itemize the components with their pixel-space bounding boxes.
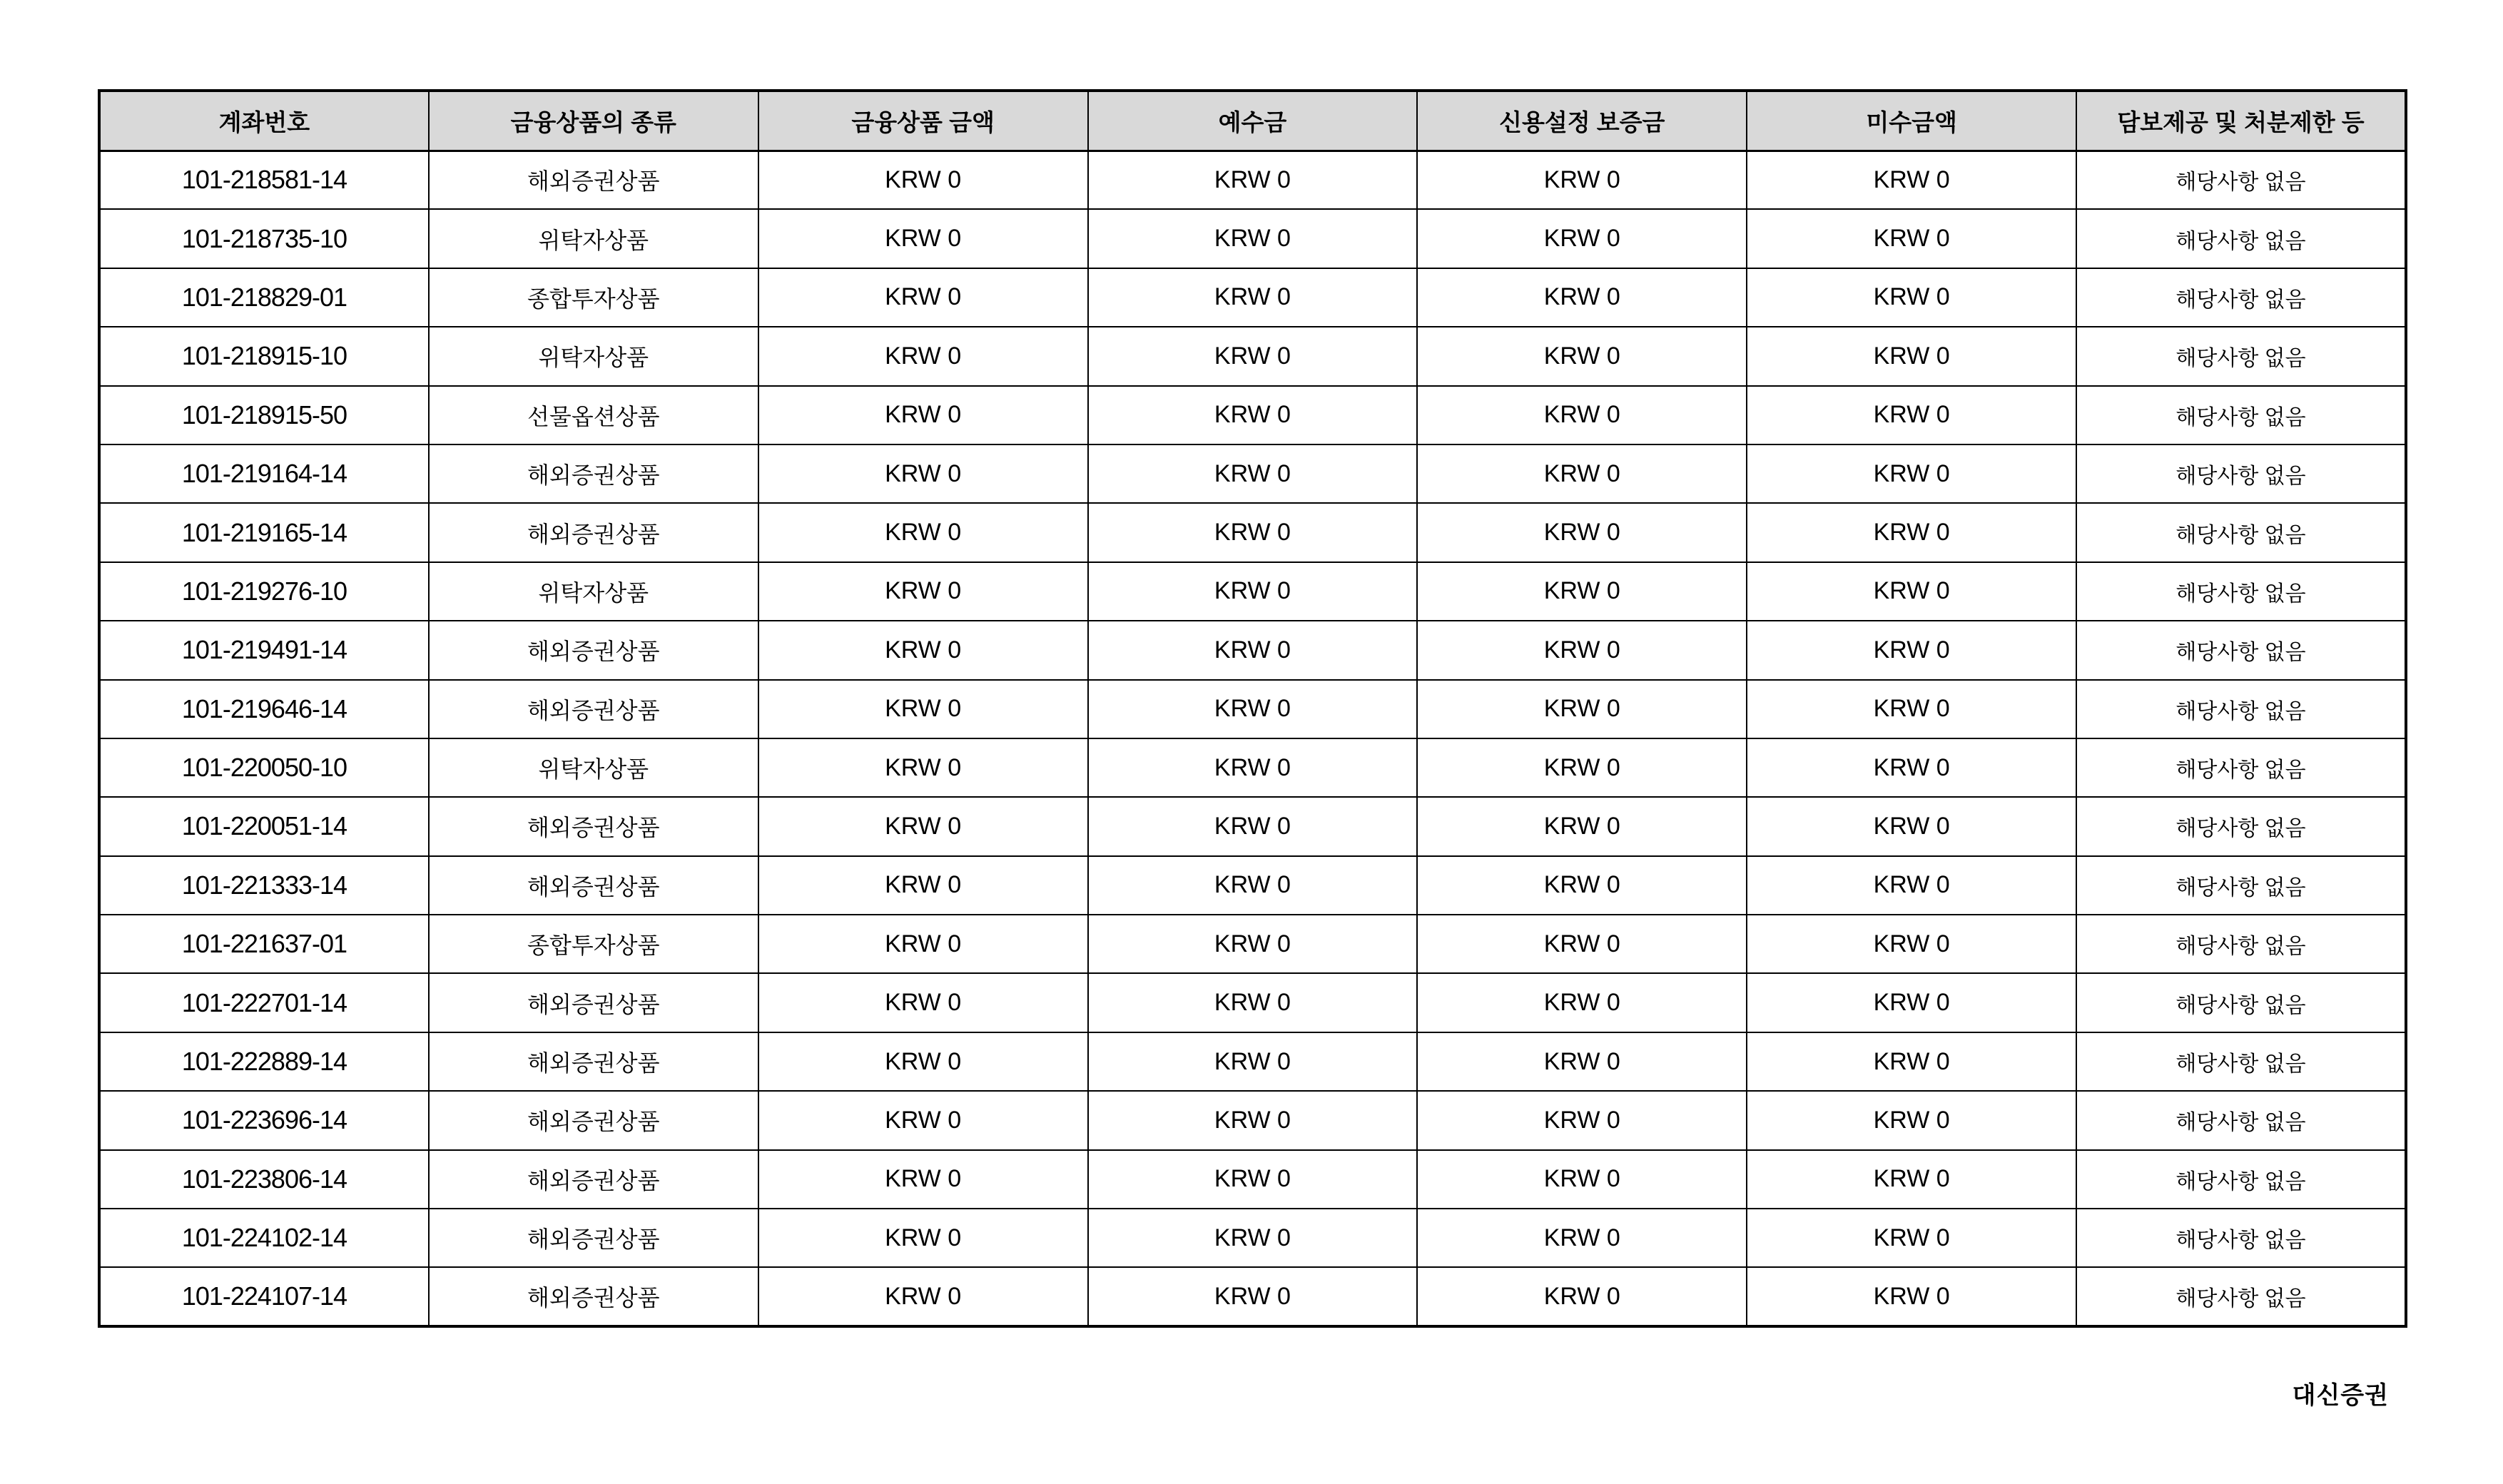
table-row — [99, 1032, 2406, 1091]
credit-deposit-cell: KRW 0 — [1417, 915, 1747, 973]
deposit-cell: KRW 0 — [1088, 738, 1418, 797]
table-row — [99, 386, 2406, 444]
receivable-cell: KRW 0 — [1747, 973, 2076, 1032]
credit-deposit-cell: KRW 0 — [1417, 562, 1747, 621]
credit-deposit-cell: KRW 0 — [1417, 621, 1747, 679]
account-number-cell: 101-222701-14 — [99, 973, 429, 1032]
receivable-cell: KRW 0 — [1747, 151, 2076, 209]
collateral-cell: 해당사항 없음 — [2076, 386, 2406, 444]
receivable-cell: KRW 0 — [1747, 562, 2076, 621]
receivable-cell: KRW 0 — [1747, 680, 2076, 738]
credit-deposit-cell: KRW 0 — [1417, 856, 1747, 915]
product-type-cell: 종합투자상품 — [429, 915, 758, 973]
receivable-cell: KRW 0 — [1747, 1032, 2076, 1091]
table-row — [99, 151, 2406, 209]
product-type-cell: 해외증권상품 — [429, 797, 758, 855]
collateral-cell: 해당사항 없음 — [2076, 738, 2406, 797]
account-number-cell: 101-223806-14 — [99, 1150, 429, 1209]
deposit-cell: KRW 0 — [1088, 268, 1418, 327]
table-row — [99, 503, 2406, 561]
product-amount-cell: KRW 0 — [758, 1267, 1088, 1326]
table-row — [99, 856, 2406, 915]
accounts-table — [98, 89, 2407, 1328]
product-type-cell: 해외증권상품 — [429, 1209, 758, 1267]
receivable-cell: KRW 0 — [1747, 797, 2076, 855]
product-amount-cell: KRW 0 — [758, 1032, 1088, 1091]
account-number-cell: 101-223696-14 — [99, 1091, 429, 1149]
table-row — [99, 444, 2406, 503]
receivable-cell: KRW 0 — [1747, 209, 2076, 268]
credit-deposit-cell: KRW 0 — [1417, 1091, 1747, 1149]
credit-deposit-cell: KRW 0 — [1417, 327, 1747, 385]
table-row — [99, 1091, 2406, 1149]
receivable-cell: KRW 0 — [1747, 856, 2076, 915]
product-amount-cell: KRW 0 — [758, 856, 1088, 915]
deposit-cell: KRW 0 — [1088, 209, 1418, 268]
product-type-cell: 위탁자상품 — [429, 738, 758, 797]
account-number-cell: 101-220050-10 — [99, 738, 429, 797]
receivable-cell: KRW 0 — [1747, 386, 2076, 444]
table-row — [99, 327, 2406, 385]
collateral-cell: 해당사항 없음 — [2076, 1091, 2406, 1149]
deposit-cell: KRW 0 — [1088, 444, 1418, 503]
deposit-cell: KRW 0 — [1088, 856, 1418, 915]
receivable-cell: KRW 0 — [1747, 327, 2076, 385]
product-type-cell: 위탁자상품 — [429, 562, 758, 621]
product-amount-cell: KRW 0 — [758, 503, 1088, 561]
product-amount-cell: KRW 0 — [758, 151, 1088, 209]
table-row — [99, 1267, 2406, 1326]
account-number-cell: 101-218915-50 — [99, 386, 429, 444]
deposit-cell: KRW 0 — [1088, 1091, 1418, 1149]
column-header-credit-deposit: 신용설정 보증금 — [1417, 91, 1747, 151]
receivable-cell: KRW 0 — [1747, 738, 2076, 797]
deposit-cell: KRW 0 — [1088, 973, 1418, 1032]
product-amount-cell: KRW 0 — [758, 209, 1088, 268]
collateral-cell: 해당사항 없음 — [2076, 562, 2406, 621]
credit-deposit-cell: KRW 0 — [1417, 738, 1747, 797]
table-row — [99, 1209, 2406, 1267]
column-header-collateral: 담보제공 및 처분제한 등 — [2076, 91, 2406, 151]
credit-deposit-cell: KRW 0 — [1417, 1032, 1747, 1091]
column-header-deposit: 예수금 — [1088, 91, 1418, 151]
deposit-cell: KRW 0 — [1088, 562, 1418, 621]
credit-deposit-cell: KRW 0 — [1417, 386, 1747, 444]
account-number-cell: 101-218915-10 — [99, 327, 429, 385]
table-row — [99, 915, 2406, 973]
account-number-cell: 101-224107-14 — [99, 1267, 429, 1326]
credit-deposit-cell: KRW 0 — [1417, 1150, 1747, 1209]
collateral-cell: 해당사항 없음 — [2076, 151, 2406, 209]
deposit-cell: KRW 0 — [1088, 327, 1418, 385]
column-header-product-type: 금융상품의 종류 — [429, 91, 758, 151]
product-amount-cell: KRW 0 — [758, 915, 1088, 973]
product-type-cell: 해외증권상품 — [429, 151, 758, 209]
product-type-cell: 종합투자상품 — [429, 268, 758, 327]
product-type-cell: 해외증권상품 — [429, 503, 758, 561]
product-type-cell: 해외증권상품 — [429, 1150, 758, 1209]
account-number-cell: 101-219165-14 — [99, 503, 429, 561]
deposit-cell: KRW 0 — [1088, 386, 1418, 444]
deposit-cell: KRW 0 — [1088, 503, 1418, 561]
account-number-cell: 101-221637-01 — [99, 915, 429, 973]
product-type-cell: 위탁자상품 — [429, 209, 758, 268]
collateral-cell: 해당사항 없음 — [2076, 1032, 2406, 1091]
product-amount-cell: KRW 0 — [758, 1209, 1088, 1267]
product-type-cell: 해외증권상품 — [429, 444, 758, 503]
account-number-cell: 101-219276-10 — [99, 562, 429, 621]
account-number-cell: 101-218735-10 — [99, 209, 429, 268]
receivable-cell: KRW 0 — [1747, 268, 2076, 327]
table-row — [99, 1150, 2406, 1209]
table-row — [99, 738, 2406, 797]
product-amount-cell: KRW 0 — [758, 1150, 1088, 1209]
table-row — [99, 973, 2406, 1032]
receivable-cell: KRW 0 — [1747, 1209, 2076, 1267]
credit-deposit-cell: KRW 0 — [1417, 680, 1747, 738]
receivable-cell: KRW 0 — [1747, 1267, 2076, 1326]
column-header-account-number: 계좌번호 — [99, 91, 429, 151]
product-type-cell: 해외증권상품 — [429, 856, 758, 915]
deposit-cell: KRW 0 — [1088, 621, 1418, 679]
product-amount-cell: KRW 0 — [758, 680, 1088, 738]
account-number-cell: 101-219491-14 — [99, 621, 429, 679]
credit-deposit-cell: KRW 0 — [1417, 503, 1747, 561]
product-type-cell: 해외증권상품 — [429, 680, 758, 738]
receivable-cell: KRW 0 — [1747, 444, 2076, 503]
product-amount-cell: KRW 0 — [758, 327, 1088, 385]
collateral-cell: 해당사항 없음 — [2076, 680, 2406, 738]
credit-deposit-cell: KRW 0 — [1417, 268, 1747, 327]
product-type-cell: 선물옵션상품 — [429, 386, 758, 444]
collateral-cell: 해당사항 없음 — [2076, 1267, 2406, 1326]
collateral-cell: 해당사항 없음 — [2076, 503, 2406, 561]
collateral-cell: 해당사항 없음 — [2076, 621, 2406, 679]
collateral-cell: 해당사항 없음 — [2076, 209, 2406, 268]
accounts-table-head — [99, 91, 2406, 151]
footer-brand: 대신증권 — [2292, 1382, 2389, 1409]
collateral-cell: 해당사항 없음 — [2076, 856, 2406, 915]
deposit-cell: KRW 0 — [1088, 151, 1418, 209]
account-number-cell: 101-219164-14 — [99, 444, 429, 503]
table-row — [99, 268, 2406, 327]
product-type-cell: 해외증권상품 — [429, 621, 758, 679]
account-number-cell: 101-219646-14 — [99, 680, 429, 738]
collateral-cell: 해당사항 없음 — [2076, 797, 2406, 855]
deposit-cell: KRW 0 — [1088, 1209, 1418, 1267]
credit-deposit-cell: KRW 0 — [1417, 1267, 1747, 1326]
receivable-cell: KRW 0 — [1747, 503, 2076, 561]
deposit-cell: KRW 0 — [1088, 1032, 1418, 1091]
credit-deposit-cell: KRW 0 — [1417, 209, 1747, 268]
product-amount-cell: KRW 0 — [758, 1091, 1088, 1149]
product-type-cell: 해외증권상품 — [429, 1032, 758, 1091]
credit-deposit-cell: KRW 0 — [1417, 444, 1747, 503]
table-row — [99, 680, 2406, 738]
product-type-cell: 해외증권상품 — [429, 1091, 758, 1149]
receivable-cell: KRW 0 — [1747, 1150, 2076, 1209]
deposit-cell: KRW 0 — [1088, 680, 1418, 738]
credit-deposit-cell: KRW 0 — [1417, 973, 1747, 1032]
account-number-cell: 101-221333-14 — [99, 856, 429, 915]
receivable-cell: KRW 0 — [1747, 915, 2076, 973]
collateral-cell: 해당사항 없음 — [2076, 1209, 2406, 1267]
table-row — [99, 562, 2406, 621]
product-amount-cell: KRW 0 — [758, 797, 1088, 855]
receivable-cell: KRW 0 — [1747, 1091, 2076, 1149]
collateral-cell: 해당사항 없음 — [2076, 444, 2406, 503]
account-number-cell: 101-218581-14 — [99, 151, 429, 209]
collateral-cell: 해당사항 없음 — [2076, 1150, 2406, 1209]
credit-deposit-cell: KRW 0 — [1417, 1209, 1747, 1267]
account-number-cell: 101-222889-14 — [99, 1032, 429, 1091]
collateral-cell: 해당사항 없음 — [2076, 973, 2406, 1032]
receivable-cell: KRW 0 — [1747, 621, 2076, 679]
deposit-cell: KRW 0 — [1088, 915, 1418, 973]
account-number-cell: 101-224102-14 — [99, 1209, 429, 1267]
product-type-cell: 위탁자상품 — [429, 327, 758, 385]
header-row — [99, 91, 2406, 151]
product-amount-cell: KRW 0 — [758, 386, 1088, 444]
column-header-receivable: 미수금액 — [1747, 91, 2076, 151]
product-amount-cell: KRW 0 — [758, 621, 1088, 679]
table-row — [99, 797, 2406, 855]
product-amount-cell: KRW 0 — [758, 268, 1088, 327]
deposit-cell: KRW 0 — [1088, 797, 1418, 855]
collateral-cell: 해당사항 없음 — [2076, 327, 2406, 385]
product-type-cell: 해외증권상품 — [429, 973, 758, 1032]
accounts-table-body — [99, 151, 2406, 1326]
collateral-cell: 해당사항 없음 — [2076, 915, 2406, 973]
product-amount-cell: KRW 0 — [758, 444, 1088, 503]
table-row — [99, 621, 2406, 679]
table-row — [99, 209, 2406, 268]
product-amount-cell: KRW 0 — [758, 738, 1088, 797]
product-type-cell: 해외증권상품 — [429, 1267, 758, 1326]
deposit-cell: KRW 0 — [1088, 1267, 1418, 1326]
account-number-cell: 101-220051-14 — [99, 797, 429, 855]
deposit-cell: KRW 0 — [1088, 1150, 1418, 1209]
product-amount-cell: KRW 0 — [758, 973, 1088, 1032]
collateral-cell: 해당사항 없음 — [2076, 268, 2406, 327]
credit-deposit-cell: KRW 0 — [1417, 797, 1747, 855]
product-amount-cell: KRW 0 — [758, 562, 1088, 621]
account-number-cell: 101-218829-01 — [99, 268, 429, 327]
credit-deposit-cell: KRW 0 — [1417, 151, 1747, 209]
column-header-product-amount: 금융상품 금액 — [758, 91, 1088, 151]
